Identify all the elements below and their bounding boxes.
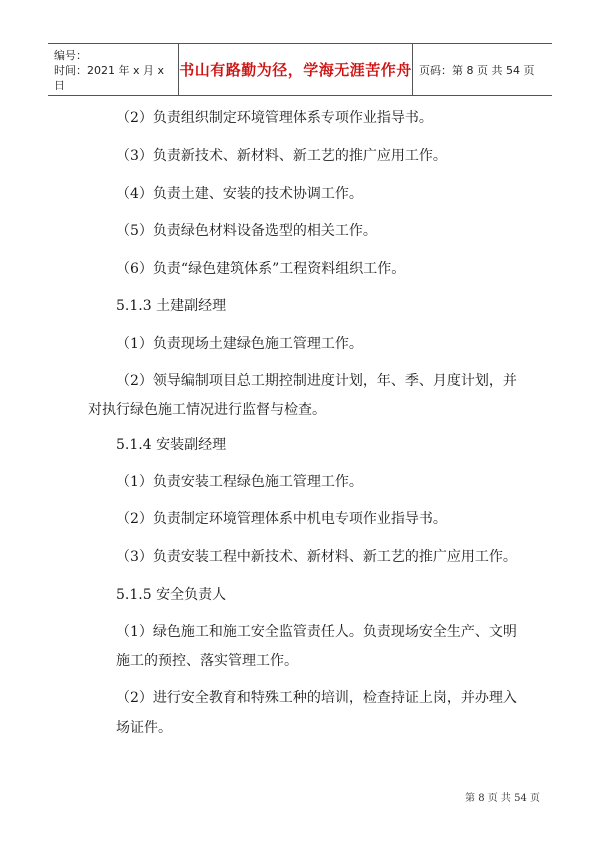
paragraph-line: （1）负责安装工程绿色施工管理工作。 (116, 474, 363, 490)
paragraph-line: （3）负责新技术、新材料、新工艺的推广应用工作。 (116, 148, 447, 164)
document-time-label: 时间：2021 年 x 月 x 日 (54, 64, 164, 92)
paragraph-line: （2）进行安全教育和特殊工种的培训，检查持证上岗，并办理入 (116, 690, 517, 706)
paragraph-line: 施工的预控、落实管理工作。 (116, 653, 298, 669)
section-heading: 5.1.4 安装副经理 (116, 437, 227, 453)
paragraph-line: （1）绿色施工和施工安全监管责任人。负责现场安全生产、文明 (116, 624, 517, 640)
paragraph-line: （2）负责组织制定环境管理体系专项作业指导书。 (116, 110, 433, 126)
paragraph-line: （3）负责安装工程中新技术、新材料、新工艺的推广应用工作。 (116, 549, 517, 565)
paragraph-line: 对执行绿色施工情况进行监督与检查。 (88, 402, 326, 418)
header-page-info: 页码：第 8 页 共 54 页 (419, 63, 535, 77)
paragraph-line: （2）领导编制项目总工期控制进度计划，年、季、月度计划，并 (116, 373, 517, 389)
section-heading: 5.1.5 安全负责人 (116, 587, 227, 603)
paragraph-line: （6）负责“绿色建筑体系”工程资料组织工作。 (116, 261, 406, 277)
header-motto: 书山有路勤为径，学海无涯苦作舟 (178, 44, 413, 95)
header-meta (48, 44, 178, 95)
page-header (48, 43, 552, 96)
paragraph-line: （2）负责制定环境管理体系中机电专项作业指导书。 (116, 511, 447, 527)
paragraph-line: 场证件。 (116, 720, 172, 736)
paragraph-line: （4）负责土建、安装的技术协调工作。 (116, 186, 363, 202)
paragraph-line: （5）负责绿色材料设备选型的相关工作。 (116, 223, 377, 239)
page-footer: 第 8 页 共 54 页 (465, 793, 540, 804)
section-heading: 5.1.3 土建副经理 (116, 298, 227, 314)
paragraph-line: （1）负责现场土建绿色施工管理工作。 (116, 336, 363, 352)
document-number-label: 编号： (54, 49, 87, 62)
